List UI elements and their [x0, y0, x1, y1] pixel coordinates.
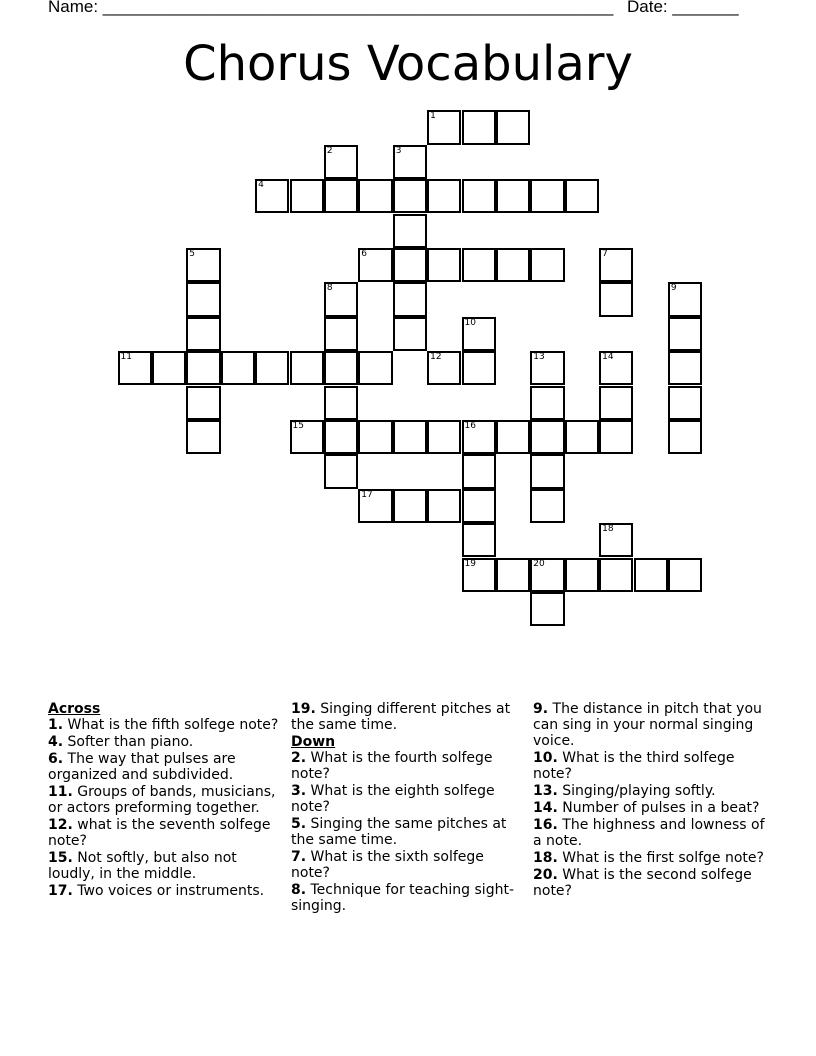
grid-cell[interactable] — [358, 248, 392, 282]
grid-cell[interactable] — [462, 179, 496, 213]
clue-item — [533, 850, 765, 866]
grid-cell[interactable] — [186, 351, 220, 385]
clue-item-text: What is the first solfge note? — [557, 850, 764, 866]
clue-item-number: 16. — [533, 817, 558, 833]
grid-cell[interactable] — [496, 248, 530, 282]
clue-number: 12 — [430, 352, 442, 363]
grid-cell[interactable] — [530, 179, 564, 213]
clue-item-text: What is the third solfege note? — [533, 750, 735, 782]
clue-item — [291, 816, 523, 848]
grid-cell[interactable] — [358, 420, 392, 454]
grid-cell[interactable] — [599, 248, 633, 282]
clue-number: 19 — [464, 558, 476, 569]
grid-cell[interactable] — [118, 351, 152, 385]
clue-item-text: What is the fifth solfege note? — [63, 717, 279, 733]
grid-cell[interactable] — [530, 351, 564, 385]
clue-item-number: 13. — [533, 783, 558, 799]
grid-cell[interactable] — [324, 351, 358, 385]
grid-cell[interactable] — [496, 110, 530, 144]
clue-number: 17 — [361, 489, 373, 500]
grid-cell[interactable] — [462, 317, 496, 351]
grid-cell[interactable] — [290, 179, 324, 213]
clue-item-number: 2. — [291, 750, 307, 766]
grid-cell[interactable] — [668, 386, 702, 420]
grid-cell[interactable] — [427, 110, 461, 144]
clue-section-heading: Down — [291, 734, 336, 750]
grid-cell[interactable] — [393, 317, 427, 351]
grid-cell[interactable] — [462, 248, 496, 282]
clue-item — [533, 750, 765, 782]
clue-item — [48, 751, 280, 783]
grid-cell[interactable] — [186, 248, 220, 282]
clue-item — [48, 734, 280, 750]
clue-item-number: 14. — [533, 800, 558, 816]
clue-item-text: The way that pulses are organized and subdivided. — [48, 751, 236, 783]
clue-item — [48, 817, 280, 849]
clue-item-number: 8. — [291, 882, 307, 898]
clues-column-1 — [48, 701, 280, 900]
grid-cell[interactable] — [324, 282, 358, 316]
clue-item — [291, 882, 523, 914]
grid-cell[interactable] — [530, 248, 564, 282]
clue-item-text: Softer than piano. — [63, 734, 194, 750]
clue-section-heading: Across — [48, 701, 101, 717]
name-field[interactable]: Name: ______________________________________________________ — [48, 0, 614, 16]
clue-item — [533, 800, 765, 816]
clue-item — [533, 817, 765, 849]
grid-cell[interactable] — [358, 179, 392, 213]
grid-cell[interactable] — [530, 420, 564, 454]
clue-item-text: Singing/playing softly. — [557, 783, 716, 799]
clue-number: 13 — [533, 352, 545, 363]
clue-item-text: Groups of bands, musicians, or actors preforming together. — [48, 784, 276, 816]
clue-number: 4 — [258, 180, 264, 191]
grid-cell[interactable] — [186, 317, 220, 351]
clues-column-3 — [533, 701, 765, 900]
clue-item-number: 4. — [48, 734, 64, 750]
grid-cell[interactable] — [496, 420, 530, 454]
clue-item-number: 6. — [48, 751, 64, 767]
clue-number: 14 — [602, 352, 614, 363]
clue-item-number: 10. — [533, 750, 558, 766]
grid-cell[interactable] — [255, 351, 289, 385]
page-title: Chorus Vocabulary — [183, 36, 633, 92]
clue-item-number: 9. — [533, 701, 549, 717]
grid-cell[interactable] — [324, 145, 358, 179]
grid-cell[interactable] — [427, 351, 461, 385]
grid-cell[interactable] — [324, 454, 358, 488]
grid-cell[interactable] — [186, 282, 220, 316]
clue-number: 6 — [361, 248, 368, 259]
clue-item — [291, 750, 523, 782]
grid-cell[interactable] — [393, 179, 427, 213]
clue-number: 18 — [602, 524, 614, 535]
grid-cell[interactable] — [565, 558, 599, 592]
grid-cell[interactable] — [393, 248, 427, 282]
grid-cell[interactable] — [496, 179, 530, 213]
clue-item-text: Singing the same pitches at the same time. — [291, 816, 507, 848]
grid-cell[interactable] — [530, 386, 564, 420]
clue-item — [48, 850, 280, 882]
grid-cell[interactable] — [221, 351, 255, 385]
grid-cell[interactable] — [427, 179, 461, 213]
clue-item-text: Two voices or instruments. — [72, 883, 265, 899]
grid-cell[interactable] — [599, 386, 633, 420]
grid-cell[interactable] — [668, 282, 702, 316]
clues-column-2 — [291, 701, 523, 915]
grid-cell[interactable] — [358, 351, 392, 385]
grid-cell[interactable] — [668, 420, 702, 454]
grid-cell[interactable] — [393, 489, 427, 523]
clue-item-text: Technique for teaching sight-singing. — [291, 882, 514, 914]
clue-item-text: What is the sixth solfege note? — [291, 849, 484, 881]
grid-cell[interactable] — [393, 282, 427, 316]
clue-item-text: The distance in pitch that you can sing in your normal singing voice. — [533, 701, 762, 749]
grid-cell[interactable] — [152, 351, 186, 385]
clue-item-number: 15. — [48, 850, 73, 866]
grid-cell[interactable] — [462, 110, 496, 144]
clue-item-text: What is the fourth solfege note? — [291, 750, 493, 782]
grid-cell[interactable] — [462, 454, 496, 488]
grid-cell[interactable] — [393, 145, 427, 179]
clue-number: 3 — [395, 145, 402, 156]
grid-cell[interactable] — [393, 214, 427, 248]
clue-item-number: 1. — [48, 717, 64, 733]
grid-cell[interactable] — [462, 558, 496, 592]
clue-number: 1 — [430, 111, 436, 122]
clue-item — [48, 784, 280, 816]
clue-item-text: What is the second solfege note? — [533, 867, 752, 899]
grid-cell[interactable] — [599, 523, 633, 557]
clue-item — [533, 701, 765, 749]
grid-cell[interactable] — [462, 523, 496, 557]
grid-cell[interactable] — [290, 420, 324, 454]
clue-item — [291, 849, 523, 881]
clue-item-number: 19. — [291, 701, 316, 717]
clue-item-number: 17. — [48, 883, 73, 899]
grid-cell[interactable] — [599, 351, 633, 385]
grid-cell[interactable] — [530, 592, 564, 626]
grid-cell[interactable] — [462, 420, 496, 454]
clue-item-text: The highness and lowness of a note. — [533, 817, 765, 849]
grid-cell[interactable] — [530, 489, 564, 523]
clue-number: 7 — [602, 248, 608, 259]
clue-item-text: what is the seventh solfege note? — [48, 817, 271, 849]
grid-cell[interactable] — [634, 558, 668, 592]
grid-cell[interactable] — [324, 317, 358, 351]
clue-item-number: 11. — [48, 784, 73, 800]
grid-cell[interactable] — [255, 179, 289, 213]
clue-item — [48, 883, 280, 899]
grid-cell[interactable] — [565, 420, 599, 454]
grid-cell[interactable] — [530, 558, 564, 592]
grid-cell[interactable] — [599, 420, 633, 454]
clue-item — [291, 701, 523, 733]
grid-cell[interactable] — [668, 558, 702, 592]
clue-number: 5 — [189, 248, 196, 259]
grid-cell[interactable] — [599, 282, 633, 316]
grid-cell[interactable] — [462, 351, 496, 385]
clue-item — [48, 717, 280, 733]
grid-cell[interactable] — [358, 489, 392, 523]
grid-cell[interactable] — [186, 420, 220, 454]
clue-item-number: 5. — [291, 816, 307, 832]
clue-number: 15 — [292, 420, 304, 431]
clue-item — [533, 867, 765, 899]
grid-cell[interactable] — [427, 420, 461, 454]
clue-item-number: 20. — [533, 867, 558, 883]
grid-cell[interactable] — [427, 489, 461, 523]
clue-item-text: Not softly, but also not loudly, in the middle. — [48, 850, 237, 882]
grid-cell[interactable] — [186, 386, 220, 420]
grid-cell[interactable] — [393, 420, 427, 454]
clue-number: 10 — [464, 317, 476, 328]
grid-cell[interactable] — [496, 558, 530, 592]
clue-item-number: 7. — [291, 849, 307, 865]
grid-cell[interactable] — [530, 454, 564, 488]
clue-number: 16 — [464, 420, 476, 431]
clue-item-number: 3. — [291, 783, 307, 799]
date-field[interactable]: Date: _______ — [627, 0, 739, 16]
clue-number: 8 — [326, 283, 333, 294]
grid-cell[interactable] — [427, 248, 461, 282]
grid-cell[interactable] — [324, 420, 358, 454]
grid-cell[interactable] — [668, 351, 702, 385]
clue-item — [533, 783, 765, 799]
clue-number: 20 — [533, 558, 545, 569]
grid-cell[interactable] — [324, 386, 358, 420]
clue-item-text: Number of pulses in a beat? — [557, 800, 760, 816]
grid-cell[interactable] — [324, 179, 358, 213]
grid-cell[interactable] — [290, 351, 324, 385]
clue-item-text: What is the eighth solfege note? — [291, 783, 495, 815]
grid-cell[interactable] — [668, 317, 702, 351]
clue-number: 11 — [120, 352, 132, 363]
clue-item-number: 12. — [48, 817, 73, 833]
clue-item-number: 18. — [533, 850, 558, 866]
clue-number: 2 — [326, 145, 333, 156]
clue-number: 9 — [670, 283, 677, 294]
clue-item-text: Singing different pitches at the same time. — [291, 701, 511, 733]
grid-cell[interactable] — [462, 489, 496, 523]
grid-cell[interactable] — [565, 179, 599, 213]
grid-cell[interactable] — [599, 558, 633, 592]
clue-item — [291, 783, 523, 815]
